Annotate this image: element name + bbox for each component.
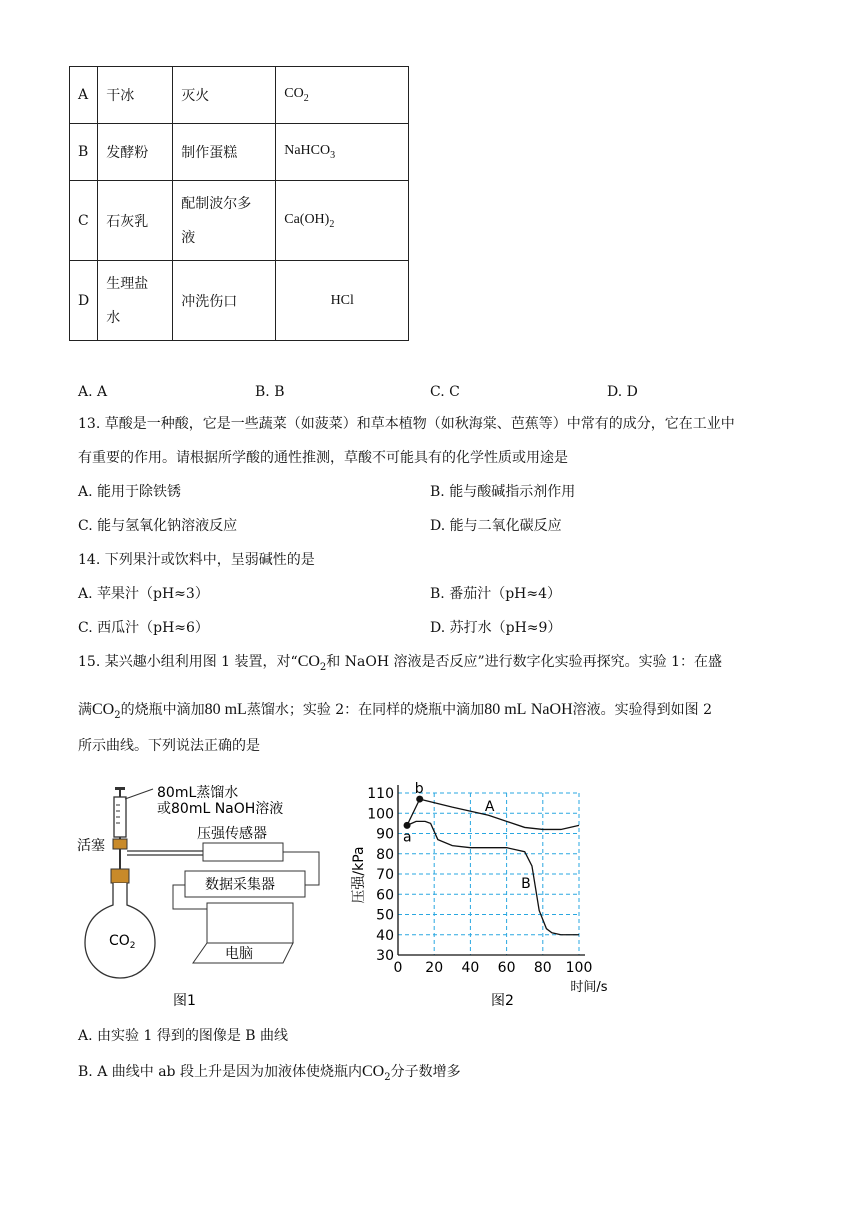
row-use: 制作蛋糕 — [173, 124, 276, 181]
row-material: 发酵粉 — [98, 124, 173, 181]
q13-option-a: A. 能用于除铁锈 — [78, 484, 182, 500]
option-a: A. A — [78, 384, 108, 400]
computer-icon — [207, 903, 293, 943]
y-tick-label: 30 — [376, 948, 394, 964]
computer-label: 电脑 — [225, 946, 253, 962]
y-tick-label: 100 — [367, 806, 394, 823]
figure-2-chart — [345, 775, 615, 1015]
figure-1-caption: 图1 — [173, 993, 196, 1009]
options-table — [69, 66, 409, 341]
q13-stem-line1: 13. 草酸是一种酸，它是一些蔬菜（如菠菜）和草本植物（如秋海棠、芭蕉等）中常有的成分，它在工业中 — [78, 416, 735, 432]
syringe-label-1: 80mL蒸馏水 — [157, 785, 239, 801]
valve-icon — [113, 839, 127, 849]
y-axis-label: 压强/kPa — [351, 846, 367, 904]
q15-stem-line1: 15. 某兴趣小组利用图 1 装置，对“$CO_2$和 NaOH 溶液是否反应”进行数字化实验再探究。实验 1：在盛 — [78, 653, 722, 673]
curve-A-label: A — [484, 799, 495, 816]
row-letter: A — [70, 67, 98, 124]
q15-stem-line2: 满$CO_2$的烧瓶中滴加80 mL蒸馏水；实验 2：在同样的烧瓶中滴加80 mL NaOH溶液。实验得到如图 2 — [78, 701, 712, 721]
x-axis-label: 时间/s — [570, 980, 608, 995]
x-tick-label: 80 — [533, 960, 552, 976]
q14-option-a: A. 苹果汁（pH≈3） — [78, 586, 209, 602]
y-tick-label: 60 — [376, 887, 394, 904]
q13-stem-line2: 有重要的作用。请根据所学酸的通性推测，草酸不可能具有的化学性质或用途是 — [78, 450, 568, 466]
row-formula: HCl — [276, 261, 409, 341]
q15-option-b: B. A 曲线中 ab 段上升是因为加液体使烧瓶内$CO_2$分子数增多 — [78, 1063, 461, 1083]
row-use: 灭火 — [173, 67, 276, 124]
y-tick-label: 80 — [376, 846, 394, 863]
row-letter: B — [70, 124, 98, 181]
table-row — [70, 261, 409, 341]
y-tick-label: 90 — [376, 826, 394, 843]
point-a-label: a — [403, 829, 412, 846]
sensor-label: 压强传感器 — [197, 826, 267, 842]
option-d: D. D — [607, 384, 638, 400]
table-row — [70, 124, 409, 181]
valve-label: 活塞 — [77, 838, 105, 854]
q14-option-d: D. 苏打水（pH≈9） — [430, 620, 562, 636]
table-row — [70, 181, 409, 261]
row-formula: $Ca(OH)_2$ — [276, 181, 409, 261]
option-c: C. C — [430, 384, 460, 400]
q14-stem: 14. 下列果汁或饮料中，呈弱碱性的是 — [78, 552, 315, 568]
row-formula: NaHCO$_3$ — [276, 124, 409, 181]
row-letter: C — [70, 181, 98, 261]
syringe-label-2: 或80mL NaOH溶液 — [157, 801, 284, 817]
row-use: 配制波尔多 液 — [173, 181, 276, 261]
flask-icon — [85, 883, 155, 978]
chart-ticks — [367, 786, 592, 976]
stopper-icon — [111, 869, 129, 883]
flask-label: $CO_2$ — [109, 933, 136, 951]
curve-B-label: B — [521, 876, 531, 893]
row-formula: $CO_2$ — [276, 67, 409, 124]
q15-option-a: A. 由实验 1 得到的图像是 B 曲线 — [78, 1028, 289, 1044]
y-tick-label: 70 — [376, 867, 394, 883]
figure-2-caption: 图2 — [491, 993, 514, 1009]
chart-series — [403, 781, 579, 935]
row-material: 干冰 — [98, 67, 173, 124]
row-use: 冲洗伤口 — [173, 261, 276, 341]
q13-option-c: C. 能与氢氧化钠溶液反应 — [78, 518, 238, 534]
q14-option-b: B. 番茄汁（pH≈4） — [430, 586, 561, 602]
x-tick-label: 60 — [497, 960, 516, 976]
x-tick-label: 100 — [565, 960, 593, 976]
point-a — [404, 822, 411, 829]
row-material: 石灰乳 — [98, 181, 173, 261]
sensor-box — [203, 843, 283, 861]
y-tick-label: 110 — [367, 786, 394, 802]
point-b-label: b — [414, 781, 424, 798]
option-b: B. B — [255, 384, 285, 400]
x-tick-label: 0 — [393, 960, 403, 976]
q13-option-d: D. 能与二氧化碳反应 — [430, 518, 562, 534]
table-row — [70, 67, 409, 124]
y-tick-label: 50 — [376, 907, 394, 924]
row-letter: D — [70, 261, 98, 341]
q14-option-c: C. 西瓜汁（pH≈6） — [78, 620, 209, 636]
x-tick-label: 20 — [425, 960, 444, 976]
q15-stem-line3: 所示曲线。下列说法正确的是 — [78, 738, 260, 754]
collector-label: 数据采集器 — [205, 877, 275, 893]
x-tick-label: 40 — [461, 960, 480, 976]
q13-option-b: B. 能与酸碱指示剂作用 — [430, 484, 576, 500]
row-material: 生理盐 水 — [98, 261, 173, 341]
y-tick-label: 40 — [376, 927, 394, 944]
figure-1-apparatus — [75, 775, 335, 1015]
series-line-B — [407, 821, 579, 934]
syringe-plunger-top — [115, 787, 125, 790]
